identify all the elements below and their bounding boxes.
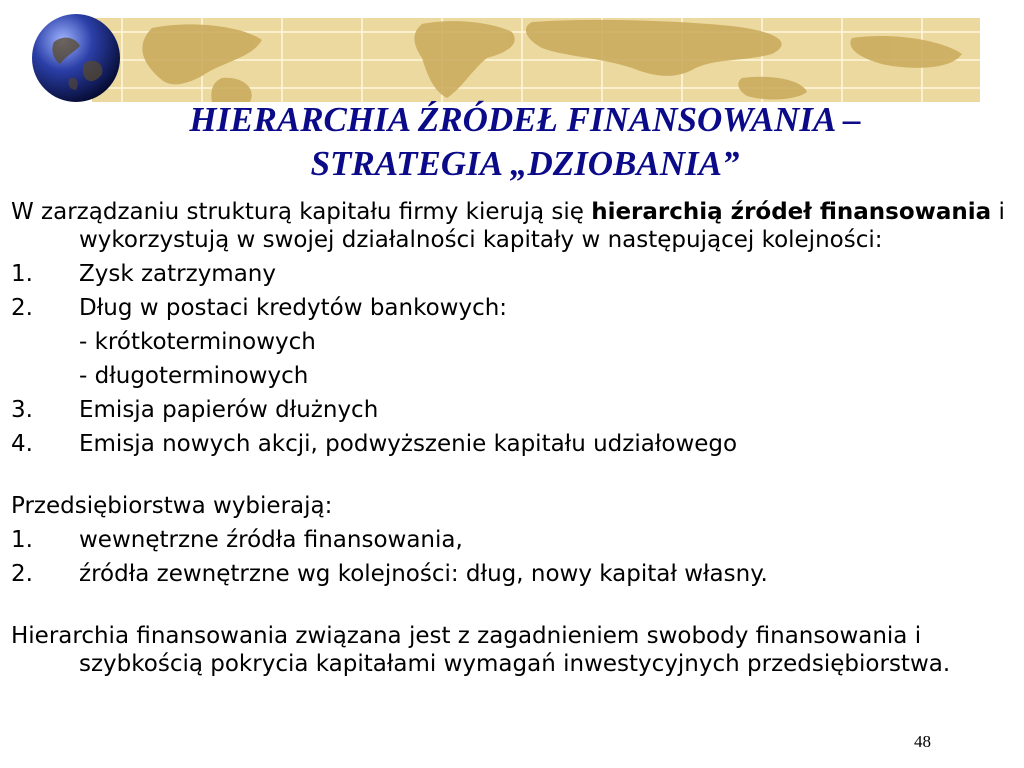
list-text: wewnętrzne źródła finansowania,	[79, 527, 463, 553]
intro-bold-term: hierarchią źródeł finansowania	[591, 199, 992, 225]
world-map-graphic	[92, 18, 980, 102]
slide-body	[11, 198, 1011, 678]
list-number: 1.	[11, 261, 33, 287]
page-number: 48	[914, 732, 931, 751]
list-number: 1.	[11, 527, 33, 553]
closing-paragraph: Hierarchia finansowania związana jest z zagadnieniem swobody finansowania i szybkością pokrycia kapitałami wymagań inwestycyjnych przedsiębiorstwa.	[11, 623, 951, 677]
spacer	[11, 588, 1011, 622]
list-text: źródła zewnętrzne wg kolejności: dług, nowy kapitał własny.	[79, 561, 768, 587]
list-item	[11, 560, 1011, 588]
title-line-2: STRATEGIA „DZIOBANIA”	[310, 144, 740, 183]
list-number: 2.	[11, 561, 33, 587]
list-text: Dług w postaci kredytów bankowych:	[79, 295, 508, 321]
list-item	[11, 260, 1011, 288]
list-number: 2.	[11, 295, 33, 321]
sub-item: - długoterminowych	[79, 363, 309, 389]
world-map-banner	[92, 18, 980, 102]
list-text: Zysk zatrzymany	[79, 261, 276, 287]
list-item	[11, 526, 1011, 554]
intro-paragraph	[11, 198, 1011, 254]
list-item	[11, 294, 1011, 322]
globe-icon	[30, 12, 122, 104]
intro-text-end: i wykorzystują w swojej działalności kapitały w następującej kolejności:	[79, 199, 1005, 253]
title-line-1: HIERARCHIA ŹRÓDEŁ FINANSOWANIA –	[189, 100, 861, 139]
list-number: 4.	[11, 431, 33, 457]
sub-item: - krótkoterminowych	[79, 329, 316, 355]
list-text: Emisja nowych akcji, podwyższenie kapitału udziałowego	[79, 431, 738, 457]
list-text: Emisja papierów dłużnych	[79, 397, 379, 423]
choose-heading: Przedsiębiorstwa wybierają:	[11, 493, 333, 519]
list-number: 3.	[11, 397, 33, 423]
list-item	[11, 396, 1011, 424]
spacer	[11, 458, 1011, 492]
slide-title	[120, 98, 930, 186]
list-item	[11, 430, 1011, 458]
intro-text-start: W zarządzaniu strukturą kapitału firmy kierują się	[11, 199, 592, 225]
